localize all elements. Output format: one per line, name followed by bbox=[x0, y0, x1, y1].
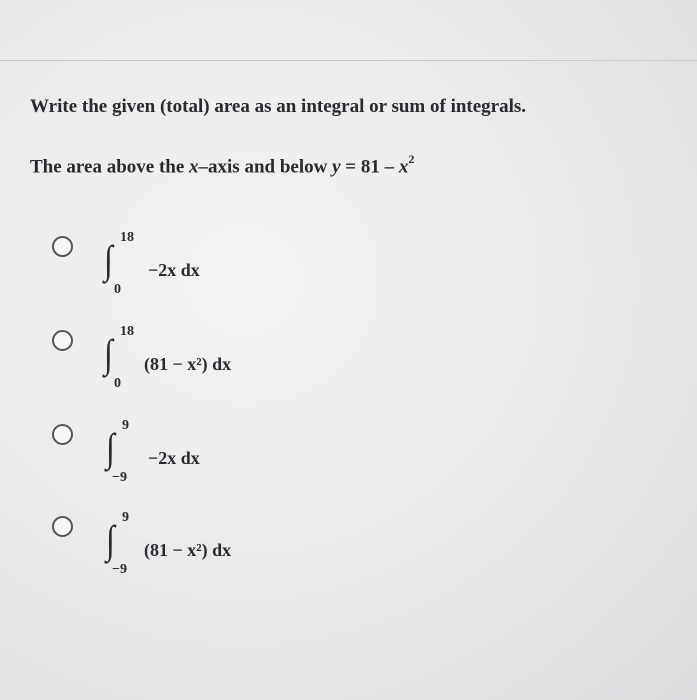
problem-statement bbox=[30, 154, 414, 178]
prompt-exponent: 2 bbox=[408, 152, 415, 166]
upper-limit-1: 18 bbox=[120, 230, 134, 245]
upper-limit-4: 9 bbox=[122, 510, 129, 525]
prompt-y-var: y bbox=[332, 156, 341, 178]
integral-sign-2: ∫ bbox=[104, 331, 113, 376]
integral-sign-4: ∫ bbox=[106, 517, 115, 562]
radio-button-3[interactable] bbox=[52, 424, 73, 445]
upper-limit-2: 18 bbox=[120, 324, 134, 339]
prompt-text-before: The area above the bbox=[30, 156, 190, 178]
lower-limit-1: 0 bbox=[114, 282, 121, 297]
radio-button-1[interactable] bbox=[52, 236, 73, 257]
prompt-equation: = 81 – bbox=[340, 156, 399, 178]
lower-limit-2: 0 bbox=[114, 376, 121, 391]
upper-limit-3: 9 bbox=[122, 418, 129, 433]
top-divider bbox=[0, 60, 697, 61]
prompt-x-var-2: x bbox=[398, 156, 409, 178]
integrand-3: −2x dx bbox=[148, 448, 200, 468]
integrand-2: (81 − x²) dx bbox=[144, 354, 232, 374]
lower-limit-4: −9 bbox=[112, 562, 127, 577]
answer-option-2[interactable] bbox=[52, 320, 352, 390]
prompt-text-mid: –axis and below bbox=[198, 156, 333, 178]
answer-option-1[interactable] bbox=[52, 226, 352, 296]
prompt-x-var: x bbox=[189, 156, 199, 178]
integrand-4: (81 − x²) dx bbox=[144, 540, 232, 560]
integral-sign-1: ∫ bbox=[104, 237, 113, 282]
radio-button-4[interactable] bbox=[52, 516, 73, 537]
integrand-1: −2x dx bbox=[148, 260, 200, 280]
lower-limit-3: −9 bbox=[112, 470, 127, 485]
question-text: Write the given (total) area as an integral or sum of integrals. bbox=[30, 96, 527, 117]
integral-sign-3: ∫ bbox=[106, 425, 115, 470]
answer-option-4[interactable] bbox=[52, 506, 352, 576]
answer-option-3[interactable] bbox=[52, 414, 352, 484]
radio-button-2[interactable] bbox=[52, 330, 73, 351]
